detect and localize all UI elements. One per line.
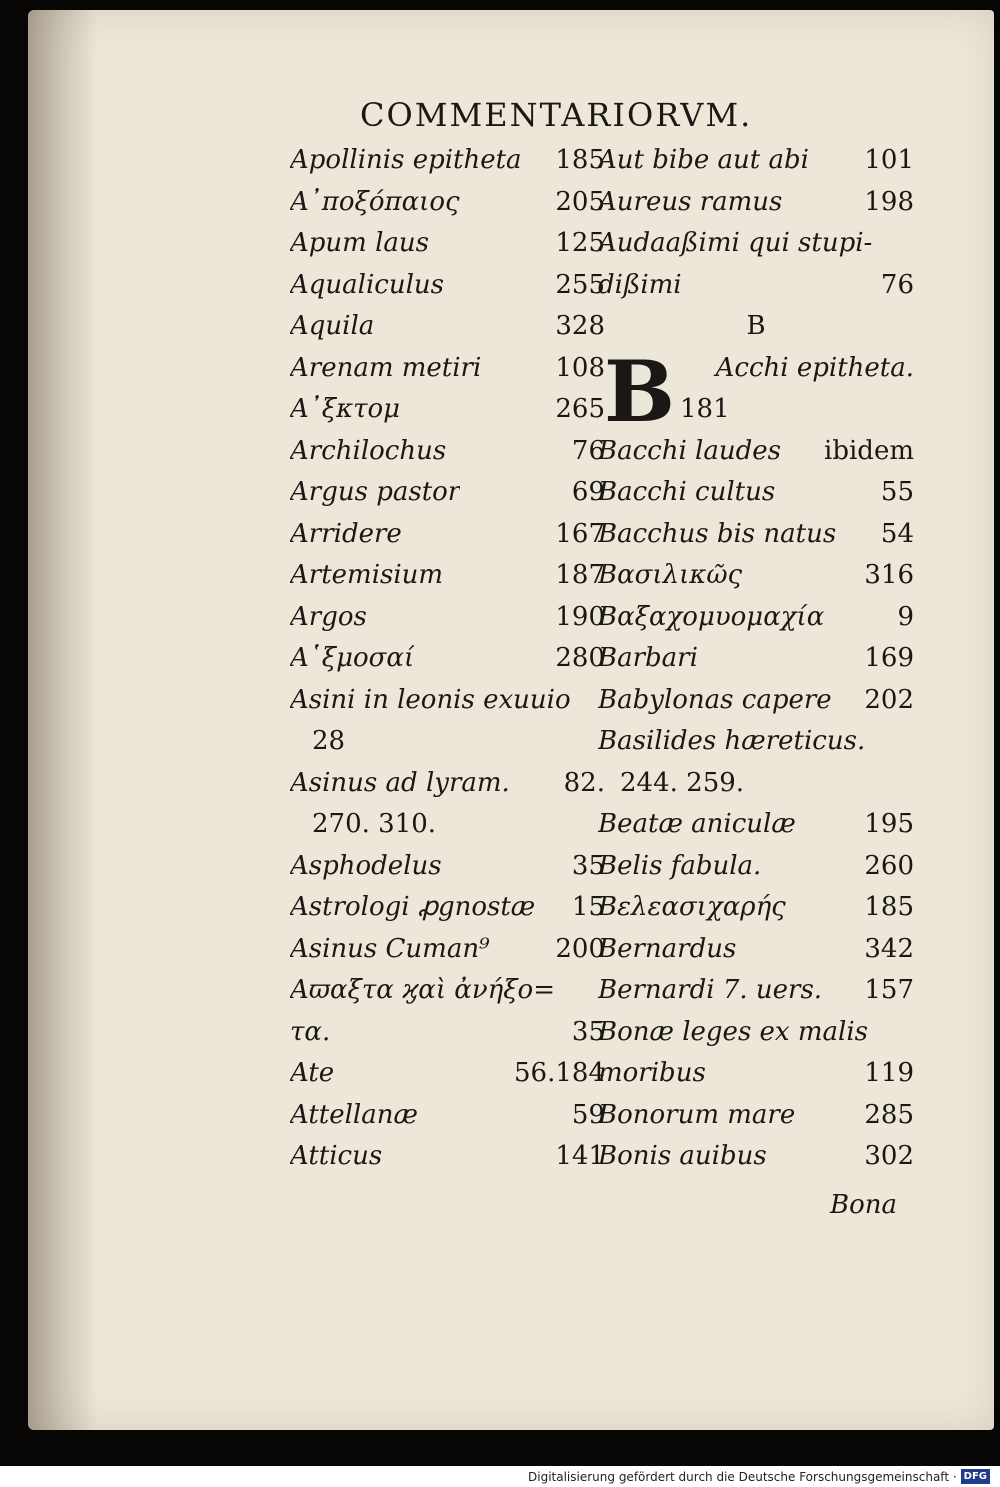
entry-term: B bbox=[746, 311, 766, 341]
entry-term: Bacchus bis natus bbox=[598, 518, 837, 549]
index-entry bbox=[598, 638, 914, 680]
entry-page-number: 35 bbox=[571, 1016, 605, 1047]
entry-term: Asinus Cuman⁹ bbox=[290, 933, 490, 964]
index-entry bbox=[598, 680, 914, 722]
entry-term: Apollinis epitheta bbox=[290, 145, 522, 175]
index-entry bbox=[598, 970, 914, 1012]
entry-page-number: 54 bbox=[880, 518, 914, 549]
index-entry bbox=[598, 1095, 914, 1137]
entry-page-number: 260 bbox=[864, 850, 914, 881]
index-entry bbox=[598, 1053, 914, 1095]
entry-term: Apum laus bbox=[290, 228, 429, 258]
entry-term: Acchi epitheta. bbox=[715, 352, 914, 383]
entry-page-number: 285 bbox=[864, 1099, 914, 1130]
index-entry bbox=[598, 1136, 914, 1178]
drop-capital: B bbox=[604, 341, 675, 441]
entry-page-number: 244. 259. bbox=[620, 767, 745, 798]
entry-term: Bonorum mare bbox=[598, 1099, 796, 1130]
index-column-left bbox=[290, 140, 605, 1178]
index-entry bbox=[290, 389, 605, 431]
index-entry bbox=[290, 638, 605, 680]
entry-page-number: 55 bbox=[880, 477, 914, 507]
entry-term: Αϖαξτα ϗαὶ ἀνήξο= bbox=[290, 975, 555, 1005]
entry-term: Argus pastor bbox=[290, 477, 461, 507]
entry-page-number: 15 bbox=[571, 892, 605, 922]
index-column-right bbox=[598, 140, 914, 1178]
entry-term: Bacchi cultus bbox=[598, 477, 776, 507]
entry-term: Basilides hæreticus. bbox=[598, 726, 866, 756]
entry-term: Α᾽ποξόπαιος bbox=[290, 186, 460, 217]
index-entry bbox=[290, 597, 605, 639]
entry-term: τα. bbox=[290, 1016, 331, 1047]
index-entry bbox=[598, 265, 914, 307]
entry-page-number: 141 bbox=[555, 1141, 605, 1171]
index-entry bbox=[290, 1053, 605, 1095]
index-entry bbox=[598, 846, 914, 888]
entry-page-number: 76 bbox=[571, 435, 605, 466]
index-entry bbox=[598, 1012, 914, 1054]
entry-term: Bonis auibus bbox=[598, 1141, 767, 1171]
index-entry bbox=[290, 555, 605, 597]
catchword: Bona bbox=[830, 1190, 898, 1220]
entry-page-number: 108 bbox=[555, 352, 605, 383]
entry-page-number: 187 bbox=[555, 560, 605, 590]
entry-page-number: 302 bbox=[864, 1141, 914, 1171]
entry-term: dißimi bbox=[598, 269, 682, 300]
entry-page-number: 119 bbox=[864, 1058, 914, 1088]
index-entry bbox=[598, 555, 914, 597]
entry-page-number: ibidem bbox=[824, 435, 914, 466]
entry-term: Aureus ramus bbox=[598, 186, 783, 217]
index-entry bbox=[598, 804, 914, 846]
entry-term: Bonæ leges ex malis bbox=[598, 1016, 868, 1047]
index-entry bbox=[290, 265, 605, 307]
entry-page-number: 167 bbox=[555, 518, 605, 549]
entry-page-number: 270. 310. bbox=[312, 809, 437, 839]
index-entry bbox=[598, 597, 914, 639]
entry-term: Bernardus bbox=[598, 933, 737, 964]
entry-term: Barbari bbox=[598, 643, 698, 673]
entry-page-number: 28 bbox=[312, 726, 346, 756]
entry-term: Βασιλικῶς bbox=[598, 560, 743, 590]
index-entry-dropcap bbox=[598, 341, 914, 441]
index-entry bbox=[598, 182, 914, 224]
entry-page-number: 316 bbox=[864, 560, 914, 590]
entry-term: Artemisium bbox=[290, 560, 444, 590]
entry-term: Ate bbox=[290, 1058, 335, 1088]
index-entry bbox=[290, 1012, 605, 1054]
index-entry bbox=[598, 472, 914, 514]
index-entry bbox=[290, 929, 605, 971]
entry-page-number: 198 bbox=[864, 186, 914, 217]
entry-page-number: 280 bbox=[555, 643, 605, 673]
entry-page-number: 202 bbox=[864, 684, 914, 715]
entry-term: Βελεασιχαρής bbox=[598, 892, 786, 922]
index-entry bbox=[290, 887, 605, 929]
entry-term: Α᾽ξκτομ bbox=[290, 394, 401, 424]
footer-credit-text: Digitalisierung gefördert durch die Deutsche Forschungsgemeinschaft · bbox=[528, 1469, 957, 1484]
entry-page-number: 205 bbox=[555, 186, 605, 217]
index-entry bbox=[598, 887, 914, 929]
entry-page-number: 265 bbox=[555, 394, 605, 424]
digitization-footer bbox=[0, 1466, 1000, 1487]
running-header: COMMENTARIORVM. bbox=[360, 96, 753, 134]
entry-page-number: 82. bbox=[563, 767, 605, 798]
entry-term: Aqualiculus bbox=[290, 269, 445, 300]
entry-page-number: 35 bbox=[571, 850, 605, 881]
entry-page-number: 76 bbox=[880, 269, 914, 300]
index-entry bbox=[290, 431, 605, 473]
entry-term: Atticus bbox=[290, 1141, 383, 1171]
index-entry bbox=[290, 721, 605, 763]
index-entry bbox=[290, 472, 605, 514]
entry-page-number: 181 bbox=[680, 394, 730, 424]
dfg-logo[interactable]: DFG bbox=[961, 1469, 990, 1484]
page-gutter-shadow bbox=[28, 10, 98, 1430]
index-entry bbox=[290, 223, 605, 265]
index-entry bbox=[290, 348, 605, 390]
entry-page-number: 56.184 bbox=[514, 1058, 605, 1088]
entry-term: Belis fabula. bbox=[598, 850, 762, 881]
entry-page-number: 195 bbox=[864, 809, 914, 839]
index-entry bbox=[598, 140, 914, 182]
entry-term: Attellanæ bbox=[290, 1099, 418, 1130]
index-entry bbox=[290, 306, 605, 348]
index-entry bbox=[598, 763, 914, 805]
index-entry bbox=[290, 1136, 605, 1178]
index-entry bbox=[290, 514, 605, 556]
index-entry bbox=[290, 1095, 605, 1137]
index-entry bbox=[598, 223, 914, 265]
entry-term: moribus bbox=[598, 1058, 706, 1088]
index-entry bbox=[290, 804, 605, 846]
entry-term: Βαξαχομυομαχία bbox=[598, 601, 825, 632]
entry-page-number: 9 bbox=[897, 601, 914, 632]
index-entry bbox=[290, 763, 605, 805]
entry-term: Aquila bbox=[290, 311, 375, 341]
index-entry bbox=[290, 846, 605, 888]
entry-term: Aut bibe aut abi bbox=[598, 145, 809, 175]
entry-page-number: 101 bbox=[864, 145, 914, 175]
entry-term: Α῾ξμοσαί bbox=[290, 643, 415, 673]
entry-term: Argos bbox=[290, 601, 367, 632]
entry-term: Archilochus bbox=[290, 435, 447, 466]
index-entry bbox=[290, 140, 605, 182]
index-entry bbox=[290, 970, 605, 1012]
entry-page-number: 125 bbox=[555, 228, 605, 258]
entry-page-number: 157 bbox=[864, 975, 914, 1005]
index-entry bbox=[598, 929, 914, 971]
entry-page-number: 200 bbox=[555, 933, 605, 964]
entry-term: Bernardi 7. uers. bbox=[598, 975, 823, 1005]
entry-term: Beatæ aniculæ bbox=[598, 809, 796, 839]
entry-page-number: 185 bbox=[555, 145, 605, 175]
entry-page-number: 190 bbox=[555, 601, 605, 632]
entry-page-number: 69 bbox=[571, 477, 605, 507]
entry-term: Asini in leonis exuuio bbox=[290, 684, 571, 715]
entry-page-number: 255 bbox=[555, 269, 605, 300]
entry-page-number: 169 bbox=[864, 643, 914, 673]
entry-page-number: 185 bbox=[864, 892, 914, 922]
index-entry bbox=[598, 514, 914, 556]
entry-term: Asinus ad lyram. bbox=[290, 767, 510, 798]
index-entry bbox=[598, 721, 914, 763]
entry-term: Astrologi ꝓgnostæ bbox=[290, 892, 536, 922]
entry-page-number: 328 bbox=[555, 311, 605, 341]
entry-term: Arenam metiri bbox=[290, 352, 482, 383]
entry-term: Arridere bbox=[290, 518, 402, 549]
entry-page-number: 342 bbox=[864, 933, 914, 964]
entry-term: Babylonas capere bbox=[598, 684, 832, 715]
entry-term: Asphodelus bbox=[290, 850, 442, 881]
index-entry bbox=[290, 680, 605, 722]
index-entry bbox=[290, 182, 605, 224]
entry-term: Bacchi laudes bbox=[598, 435, 781, 466]
entry-page-number: 59 bbox=[571, 1099, 605, 1130]
entry-term: Audaaßimi qui stupi- bbox=[598, 228, 873, 258]
